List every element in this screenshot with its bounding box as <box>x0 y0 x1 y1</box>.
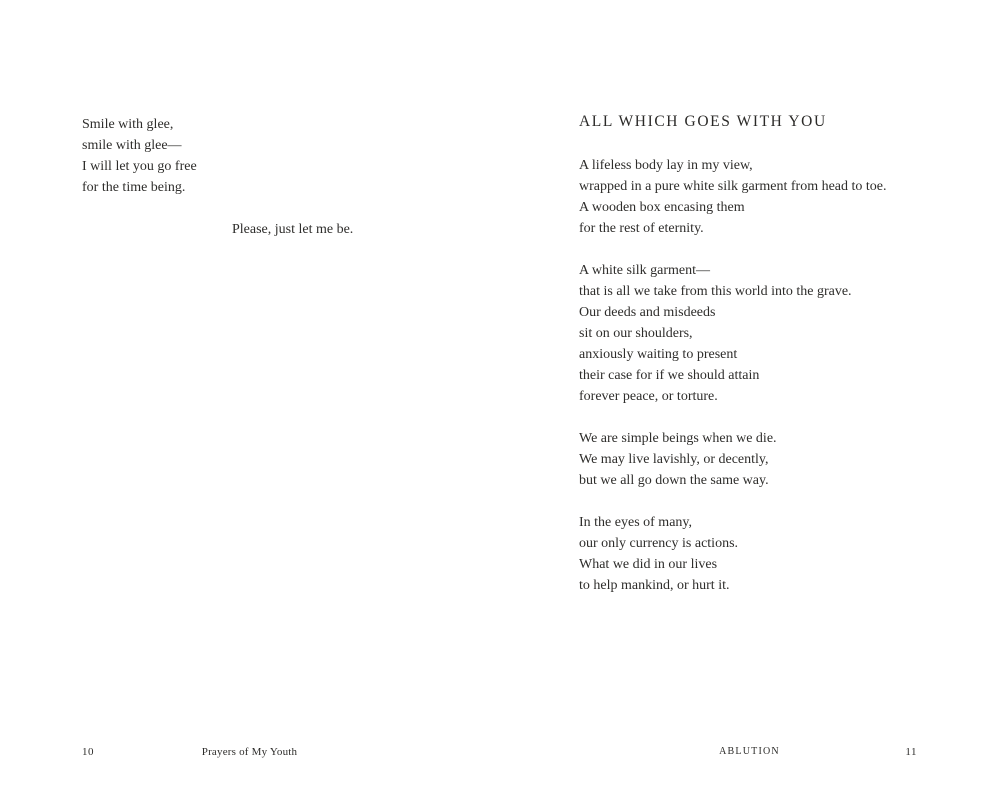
poem-line: We may live lavishly, or decently, <box>579 452 769 467</box>
poem-line: but we all go down the same way. <box>579 473 769 488</box>
poem-stanza <box>579 428 969 491</box>
poem-indented-line: Please, just let me be. <box>232 222 354 237</box>
poem-line: for the time being. <box>82 180 186 195</box>
poem-line: Smile with glee, <box>82 117 174 132</box>
left-page <box>0 0 499 800</box>
page-number-right: 11 <box>905 746 917 758</box>
poem-line: anxiously waiting to present <box>579 347 738 362</box>
poem-line: A wooden box encasing them <box>579 200 745 215</box>
poem-line: A white silk garment— <box>579 263 711 278</box>
poem-title: ALL WHICH GOES WITH YOU <box>579 113 827 130</box>
running-header-poem-title: ABLUTION <box>719 746 780 757</box>
poem-stanza <box>579 155 969 239</box>
poem-line: We are simple beings when we die. <box>579 431 777 446</box>
poem-line: I will let you go free <box>82 159 197 174</box>
poem-line: smile with glee— <box>82 138 182 153</box>
poem-line: wrapped in a pure white silk garment from head to toe. <box>579 179 887 194</box>
poem-line: In the eyes of many, <box>579 515 692 530</box>
poem-line: to help mankind, or hurt it. <box>579 578 730 593</box>
poem-line: that is all we take from this world into the grave. <box>579 284 852 299</box>
page-number-left: 10 <box>82 746 94 758</box>
poem-line: our only currency is actions. <box>579 536 739 551</box>
right-page <box>500 0 999 800</box>
poem-line: A lifeless body lay in my view, <box>579 158 753 173</box>
running-header-book-title: Prayers of My Youth <box>201 746 298 758</box>
poem-line: forever peace, or torture. <box>579 389 718 404</box>
right-poem <box>579 113 969 596</box>
poem-line: sit on our shoulders, <box>579 326 693 341</box>
poem-stanza <box>579 512 969 596</box>
poem-line: What we did in our lives <box>579 557 718 572</box>
poem-line: their case for if we should attain <box>579 368 760 383</box>
poem-stanza <box>579 260 969 407</box>
poem-line: Our deeds and misdeeds <box>579 305 716 320</box>
poem-line: for the rest of eternity. <box>579 221 704 236</box>
left-poem-stanza <box>82 114 197 198</box>
